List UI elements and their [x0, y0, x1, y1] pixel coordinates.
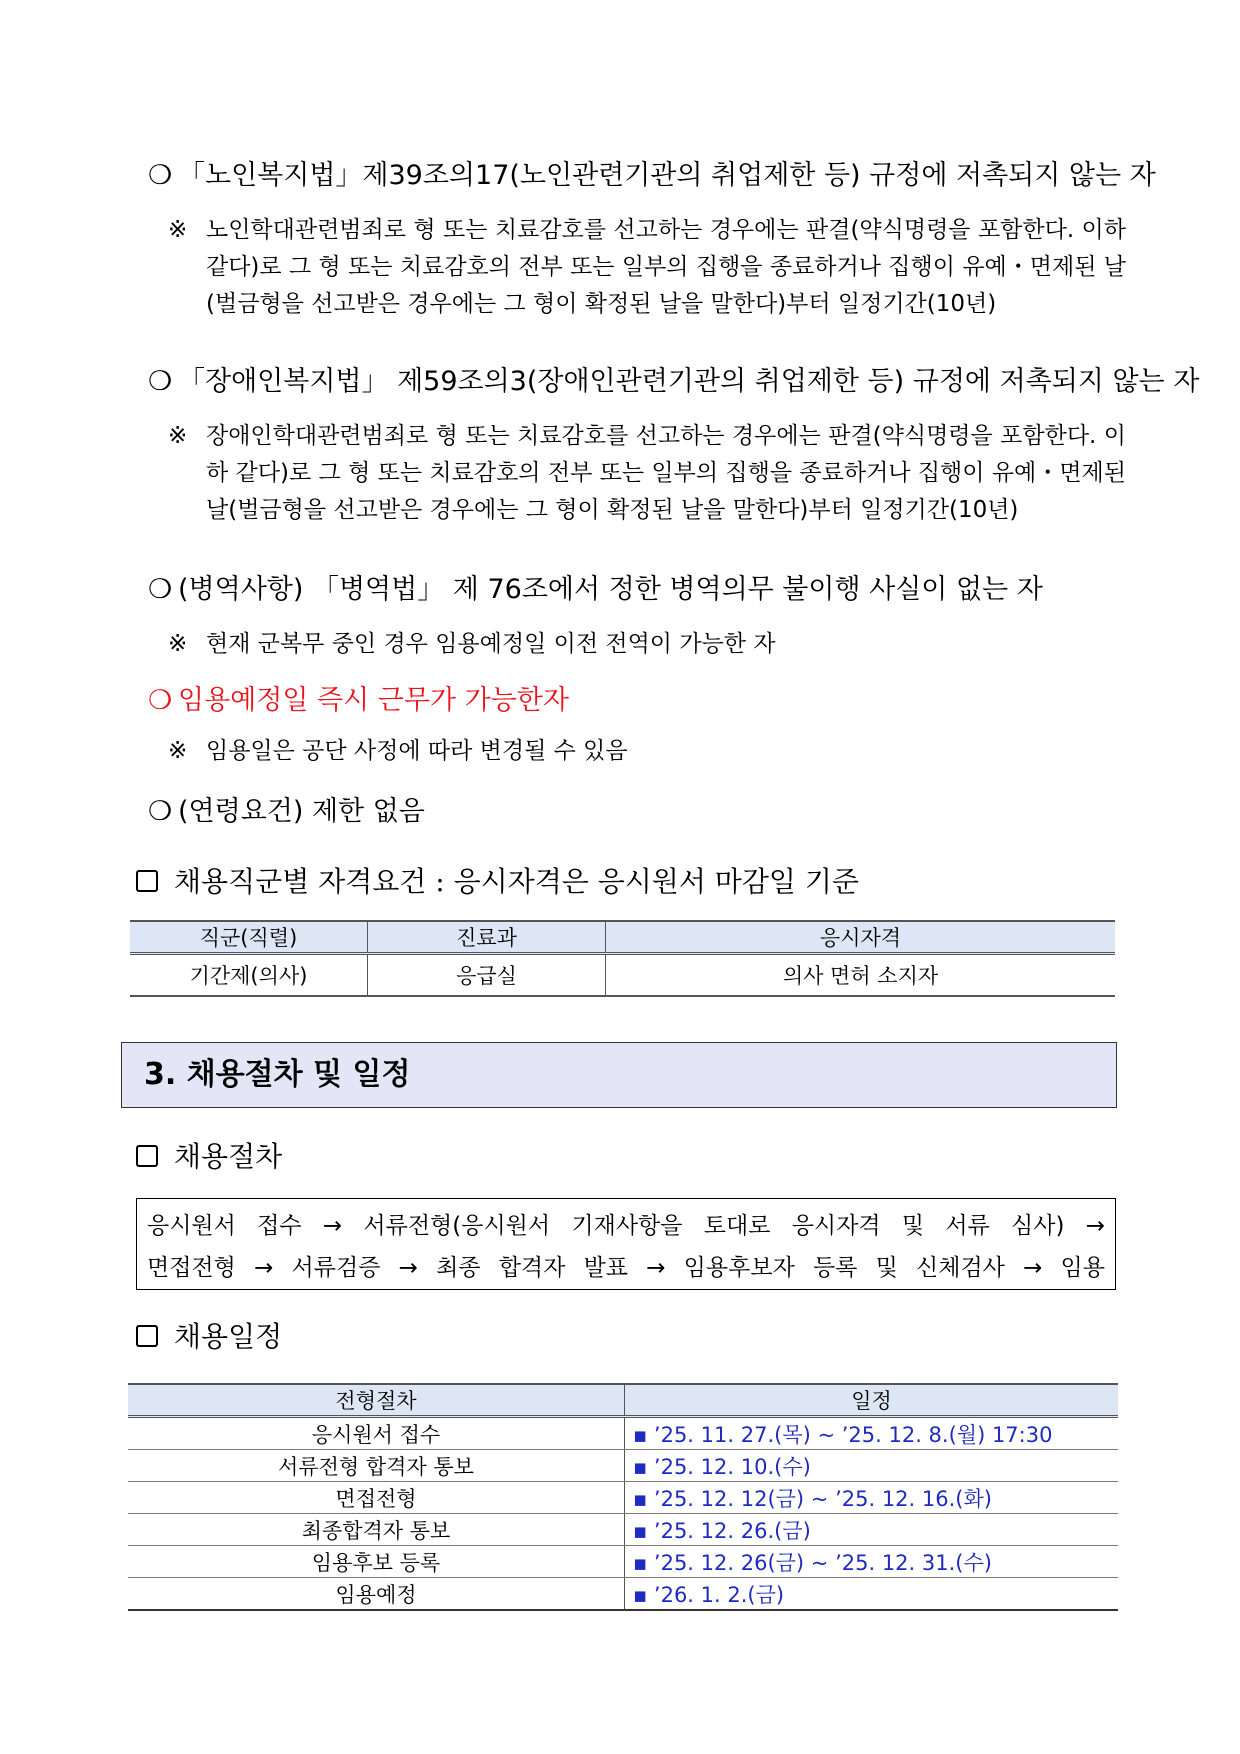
requirement-item [148, 572, 1123, 608]
requirement-note-text: 현재 군복무 중인 경우 임용예정일 이전 전역이 가능한 자 [206, 631, 776, 657]
table-header-cell: 일정 [625, 1384, 1119, 1417]
table-header-cell: 진료과 [368, 921, 606, 954]
requirement-item [148, 364, 1200, 400]
requirement-item [148, 683, 1123, 719]
requirement-note [168, 626, 1126, 663]
requirement-text: (연령요건) 제한 없음 [178, 796, 425, 827]
requirement-note-text: 노인학대관련범죄로 형 또는 치료감호를 선고하는 경우에는 판결(약식명령을 포함한다. 이하 같다)로 그 형 또는 치료감호의 전부 또는 일부의 집행을 종료하거나 집행이 유예・면제된 날(벌금형을 선고받은 경우에는 그 형이 확정된 날을 말한다)부터 일정기간(10년) [206, 217, 1126, 317]
schedule-heading-text: 채용일정 [174, 1320, 283, 1353]
table-header-cell: 응시자격 [606, 921, 1116, 954]
circle-bullet-icon: ❍ [148, 796, 173, 827]
table-row [128, 1546, 1118, 1578]
table-row [128, 1514, 1118, 1546]
table-row [128, 1578, 1118, 1611]
qualification-heading [136, 862, 859, 902]
table-cell: 응급실 [368, 954, 606, 997]
requirement-text: (병역사항) 「병역법」 제 76조에서 정한 병역의무 불이행 사실이 없는 자 [178, 574, 1043, 605]
requirement-item [148, 794, 1123, 830]
requirement-text: 「노인복지법」제39조의17(노인관련기관의 취업제한 등) 규정에 저촉되지 않는 자 [178, 160, 1156, 191]
schedule-date: ▪ ’25. 12. 10.(수) [625, 1450, 1119, 1482]
checkbox-square-icon [136, 870, 158, 892]
table-header-row [130, 921, 1115, 954]
section-title: 3. 채용절차 및 일정 [144, 1057, 411, 1092]
schedule-date: ▪ ’25. 12. 26.(금) [625, 1514, 1119, 1546]
schedule-date: ▪ ’25. 12. 12(금) ~ ’25. 12. 16.(화) [625, 1482, 1119, 1514]
table-header-cell: 전형절차 [128, 1384, 625, 1417]
requirement-note [168, 418, 1126, 568]
schedule-step: 임용예정 [128, 1578, 625, 1611]
schedule-date: ▪ ’25. 12. 26(금) ~ ’25. 12. 31.(수) [625, 1546, 1119, 1578]
schedule-date: ▪ ’25. 11. 27.(목) ~ ’25. 12. 8.(월) 17:30 [625, 1417, 1119, 1450]
checkbox-square-icon [136, 1325, 158, 1347]
circle-bullet-icon: ❍ [148, 160, 173, 191]
schedule-step: 응시원서 접수 [128, 1417, 625, 1450]
requirement-item [148, 158, 1156, 194]
table-row [130, 954, 1115, 997]
reference-mark-icon: ※ [168, 423, 188, 449]
schedule-date: ▪ ’26. 1. 2.(금) [625, 1578, 1119, 1611]
reference-mark-icon: ※ [168, 217, 188, 243]
checkbox-square-icon [136, 1145, 158, 1167]
reference-mark-icon: ※ [168, 631, 188, 657]
section-header [121, 1042, 1117, 1108]
requirement-text: 임용예정일 즉시 근무가 가능한자 [178, 685, 569, 716]
table-row [128, 1482, 1118, 1514]
reference-mark-icon: ※ [168, 738, 188, 764]
table-cell: 기간제(의사) [130, 954, 368, 997]
table-row [128, 1417, 1118, 1450]
table-header-row [128, 1384, 1118, 1417]
table-header-cell: 직군(직렬) [130, 921, 368, 954]
schedule-step: 서류전형 합격자 통보 [128, 1450, 625, 1482]
requirement-note-text: 장애인학대관련범죄로 형 또는 치료감호를 선고하는 경우에는 판결(약식명령을 포함한다. 이하 같다)로 그 형 또는 치료감호의 전부 또는 일부의 집행을 종료하거나 집행이 유예・면제된 날(벌금형을 선고받은 경우에는 그 형이 확정된 날을 말한다)부터 일정기간(10년) [206, 423, 1126, 523]
requirement-text: 「장애인복지법」 제59조의3(장애인관련기관의 취업제한 등) 규정에 저촉되지 않는 자 [178, 366, 1200, 397]
requirement-note-text: 임용일은 공단 사정에 따라 변경될 수 있음 [206, 738, 628, 764]
circle-bullet-icon: ❍ [148, 366, 173, 397]
qualification-table [130, 920, 1115, 997]
requirement-note [168, 212, 1126, 362]
procedure-line: 면접전형 → 서류검증 → 최종 합격자 발표 → 임용후보자 등록 및 신체검사 → 임용 [147, 1255, 1105, 1281]
schedule-step: 면접전형 [128, 1482, 625, 1514]
procedure-box [136, 1198, 1116, 1290]
schedule-table [128, 1383, 1118, 1611]
procedure-heading-text: 채용절차 [174, 1140, 283, 1173]
schedule-step: 최종합격자 통보 [128, 1514, 625, 1546]
circle-bullet-icon: ❍ [148, 574, 173, 605]
qualification-heading-text: 채용직군별 자격요건 : 응시자격은 응시원서 마감일 기준 [174, 865, 859, 898]
requirement-note [168, 733, 1126, 770]
schedule-step: 임용후보 등록 [128, 1546, 625, 1578]
schedule-heading [136, 1317, 282, 1357]
table-row [128, 1450, 1118, 1482]
table-cell: 의사 면허 소지자 [606, 954, 1116, 997]
procedure-line: 응시원서 접수 → 서류전형(응시원서 기재사항을 토대로 응시자격 및 서류 심사) → [147, 1213, 1105, 1239]
circle-bullet-icon: ❍ [148, 685, 173, 716]
procedure-heading [136, 1137, 282, 1177]
